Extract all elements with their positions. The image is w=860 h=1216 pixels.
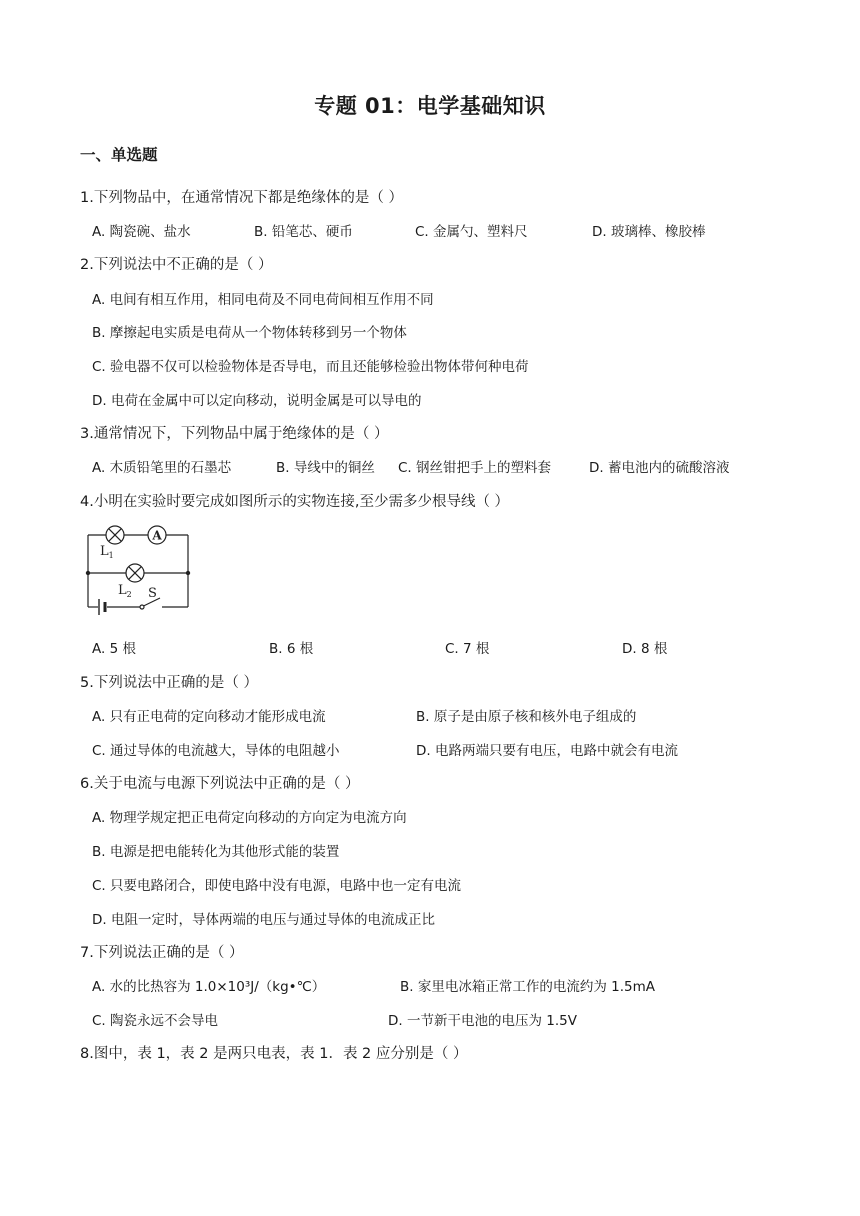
- question-4-option-c: C. 7 根: [445, 641, 490, 657]
- lamp-l1-icon: [106, 526, 124, 544]
- question-5-option-a: A. 只有正电荷的定向移动才能形成电流: [92, 709, 326, 725]
- question-6-option-a: A. 物理学规定把正电荷定向移动的方向定为电流方向: [92, 810, 407, 826]
- question-3-option-a: A. 木质铅笔里的石墨芯: [92, 460, 232, 476]
- question-4-option-d: D. 8 根: [622, 641, 668, 657]
- question-7-option-b: B. 家里电冰箱正常工作的电流约为 1.5mA: [400, 979, 655, 995]
- question-3-option-b: B. 导线中的铜丝: [276, 460, 375, 476]
- question-2-option-a: A. 电间有相互作用，相同电荷及不同电荷间相互作用不同: [92, 292, 434, 308]
- question-4-option-a: A. 5 根: [92, 641, 136, 657]
- section-heading: 一、单选题: [80, 146, 158, 164]
- question-6-option-c: C. 只要电路闭合，即使电路中没有电源，电路中也一定有电流: [92, 878, 462, 894]
- question-1-option-d: D. 玻璃棒、橡胶棒: [592, 224, 706, 240]
- question-3-option-d: D. 蓄电池内的硫酸溶液: [589, 460, 730, 476]
- lamp-l2-icon: [126, 564, 144, 582]
- question-6-option-b: B. 电源是把电能转化为其他形式能的装置: [92, 844, 340, 860]
- question-3-stem: 3.通常情况下，下列物品中属于绝缘体的是（ ）: [80, 426, 389, 442]
- question-8-stem: 8.图中，表 1，表 2 是两只电表，表 1．表 2 应分别是（ ）: [80, 1046, 468, 1062]
- question-5-stem: 5.下列说法中正确的是（ ）: [80, 675, 258, 691]
- lamp-l1-label: $L_1$: [100, 544, 114, 560]
- question-1-stem: 1.下列物品中，在通常情况下都是绝缘体的是（ ）: [80, 190, 403, 206]
- question-1-option-a: A. 陶瓷碗、盐水: [92, 224, 191, 240]
- question-3-option-c: C. 钢丝钳把手上的塑料套: [398, 460, 552, 476]
- question-4-option-b: B. 6 根: [269, 641, 314, 657]
- question-2-option-b: B. 摩擦起电实质是电荷从一个物体转移到另一个物体: [92, 325, 407, 341]
- junction-left: [86, 571, 90, 575]
- battery-icon: [99, 599, 105, 615]
- switch-icon: [140, 586, 160, 609]
- ammeter-icon: [148, 526, 166, 544]
- junction-right: [186, 571, 190, 575]
- question-7-option-a: A. 水的比热容为 1.0×10³J/（kg•℃）: [92, 979, 326, 995]
- question-1-option-c: C. 金属勺、塑料尺: [415, 224, 528, 240]
- ammeter-label: A: [152, 528, 162, 543]
- question-7-stem: 7.下列说法正确的是（ ）: [80, 945, 244, 961]
- question-2-option-c: C. 验电器不仅可以检验物体是否导电，而且还能够检验出物体带何种电荷: [92, 359, 529, 375]
- question-2-stem: 2.下列说法中不正确的是（ ）: [80, 257, 273, 273]
- question-5-option-b: B. 原子是由原子核和核外电子组成的: [416, 709, 637, 725]
- circuit-diagram: [84, 517, 196, 617]
- page-title: 专题 01：电学基础知识: [314, 94, 546, 118]
- question-2-option-d: D. 电荷在金属中可以定向移动，说明金属是可以导电的: [92, 393, 422, 409]
- question-6-stem: 6.关于电流与电源下列说法中正确的是（ ）: [80, 776, 360, 792]
- question-7-option-c: C. 陶瓷永远不会导电: [92, 1013, 219, 1029]
- question-5-option-c: C. 通过导体的电流越大，导体的电阻越小: [92, 743, 340, 759]
- question-5-option-d: D. 电路两端只要有电压，电路中就会有电流: [416, 743, 678, 759]
- lamp-l2-label: $L_2$: [118, 583, 132, 599]
- question-7-option-d: D. 一节新干电池的电压为 1.5V: [388, 1013, 577, 1029]
- switch-label: S: [148, 586, 157, 601]
- question-6-option-d: D. 电阻一定时，导体两端的电压与通过导体的电流成正比: [92, 912, 435, 928]
- question-1-option-b: B. 铅笔芯、硬币: [254, 224, 353, 240]
- question-4-stem: 4.小明在实验时要完成如图所示的实物连接,至少需多少根导线（ ）: [80, 494, 510, 510]
